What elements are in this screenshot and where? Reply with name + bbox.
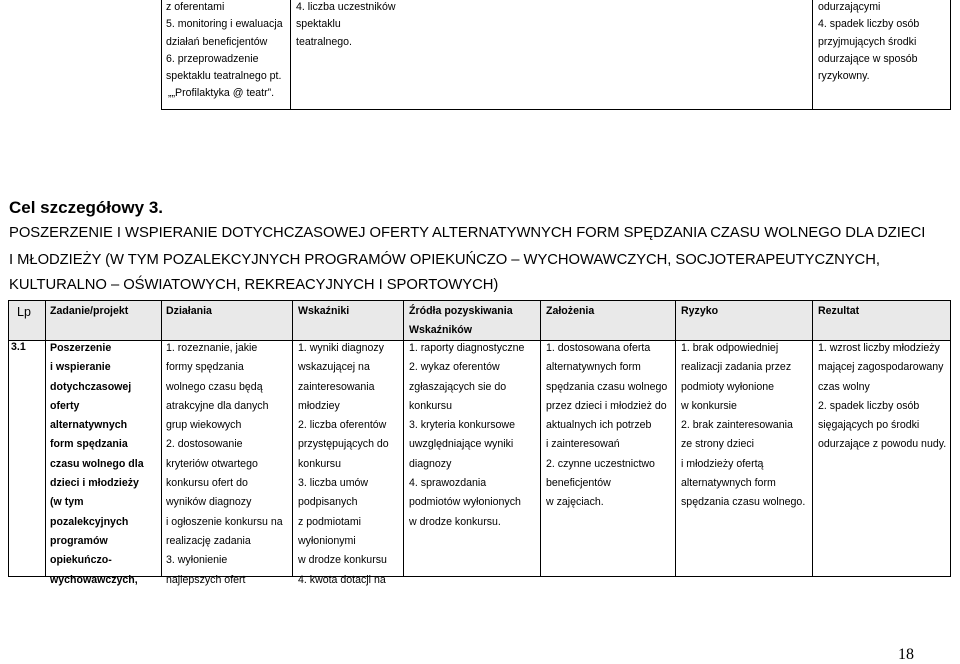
header-wskazniki: Wskaźniki [298,305,350,317]
cell-zadanie: Poszerzenie i wspieranie dotychczasowej oferty alternatywnych form spędzania czasu wolnego dla dzieci i młodzieży (w tym pozalekcyjnych programów opiekuńczo- wychowawczych, [50,342,144,586]
cell-ryzyko: 1. brak odpowiedniej realizacji zadania przez podmioty wyłonione w konkursie 2. brak zainteresowania ze strony dzieci i młodzieży ofertą alternatywnych form spędzania czasu wolnego. [681,342,806,509]
cell-zrodla: 1. raporty diagnostyczne 2. wykaz oferentów zgłaszających sie do konkursu 3. kryteria konkursowe uwzględniające wyniki diagnozy 4. sprawozdania podmiotów wyłonionych w drodze konkursu. [409,342,525,528]
header-dzialania: Działania [166,305,212,317]
top-col2: 4. liczba uczestników spektaklu teatralnego. [296,1,396,48]
header-rezultat: Rezultat [818,305,860,317]
top-col3: odurzającymi 4. spadek liczby osób przyjmujących środki odurzające w sposób ryzykowny. [818,1,920,83]
header-zrodla-2: Wskaźników [409,324,472,336]
header-lp: Lp [17,305,31,319]
header-zadanie: Zadanie/projekt [50,305,129,317]
section-line-1: POSZERZENIE I WSPIERANIE DOTYCHCZASOWEJ OFERTY ALTERNATYWNYCH FORM SPĘDZANIA CZASU WOLNEGO DLA DZIECI [9,225,926,241]
header-zalozenia: Założenia [546,305,595,317]
page-number: 18 [898,646,914,663]
row-lp: 3.1 [11,341,26,353]
header-ryzyko: Ryzyko [681,305,719,317]
cell-rezultat: 1. wzrost liczby młodzieży mającej zagospodarowany czas wolny 2. spadek liczby osób sięgających po środki odurzające z powodu nudy. [818,342,947,451]
cell-zalozenia: 1. dostosowana oferta alternatywnych form spędzania czasu wolnego przez dzieci i młodzież do aktualnych ich potrzeb i zainteresowań 2. czynne uczestnictwo beneficjentów w zajęciach. [546,342,668,509]
cell-dzialania: 1. rozeznanie, jakie formy spędzania wolnego czasu będą atrakcyjne dla danych grup wiekowych 2. dostosowanie kryteriów otwartego konkursu ofert do wyników diagnozy i ogłoszenie konkursu na realizację zadania 3. wyłonienie najlepszych ofert [166,342,283,586]
section-line-3: KULTURALNO – OŚWIATOWYCH, REKREACYJNYCH I SPORTOWYCH) [9,277,499,293]
header-zrodla: Źródła pozyskiwania [409,305,513,317]
top-col1: z oferentami 5. monitoring i ewaluacja działań beneficjentów 6. przeprowadzenie spektaklu teatralnego pt. „„Profilaktyka @ teatr”. [166,1,283,100]
section-heading: Cel szczegółowy 3. [9,198,163,217]
cell-wskazniki: 1. wyniki diagnozy wskazującej na zainteresowania młodziey 2. liczba oferentów przystępujących do konkursu 3. liczba umów podpisanych z podmiotami wyłonionymi w drodze konkursu 4. kwota dotacji na [298,342,389,586]
section-line-2: I MŁODZIEŻY (W TYM POZALEKCYJNYCH PROGRAMÓW OPIEKUŃCZO – WYCHOWAWCZYCH, SOCJOTERAPEUTYCZNYCH, [9,252,880,268]
